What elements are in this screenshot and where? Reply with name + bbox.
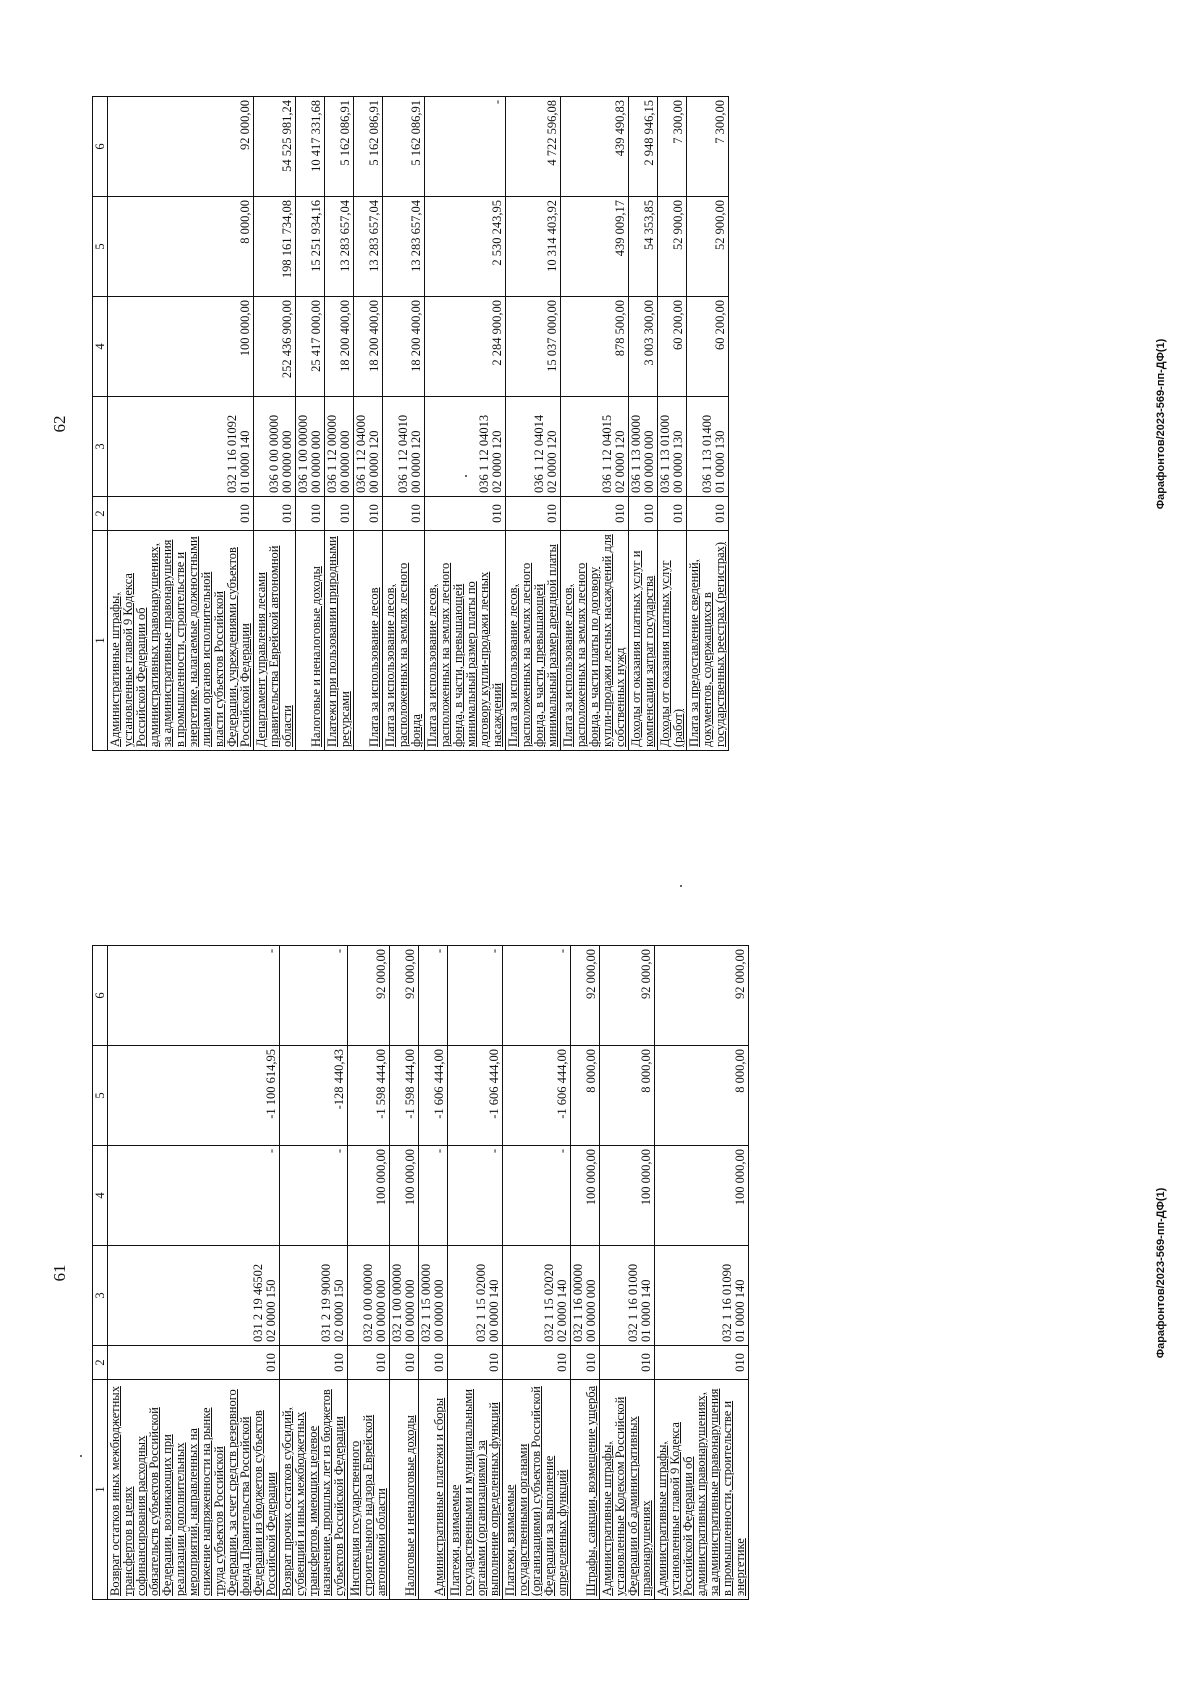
- row-budget-code: 032 1 16 01092 01 0000 140: [108, 397, 254, 497]
- column-header: 6: [93, 946, 108, 1046]
- row-budget-code: 036 1 13 01000 00 0000 130: [658, 397, 687, 497]
- row-value-col6: 7 300,00: [687, 97, 729, 197]
- row-value-col4: 100 000,00: [571, 1146, 600, 1246]
- row-value-col6: 2 948 946,15: [629, 97, 658, 197]
- table-row: [425, 97, 506, 751]
- row-name: Плата за использование лесов, расположенных на землях лесного фонда: [383, 531, 425, 751]
- column-header: 3: [93, 397, 108, 497]
- row-value-col6: -: [503, 946, 571, 1046]
- row-value-col6: 5 162 086,91: [325, 97, 354, 197]
- column-header: 2: [93, 497, 108, 531]
- row-budget-code: 032 0 00 00000 00 0000 000: [348, 1246, 390, 1346]
- row-admin-code: 010: [419, 1346, 448, 1380]
- page-62: [0, 0, 1200, 848]
- row-name: Налоговые и неналоговые доходы: [390, 1380, 419, 1600]
- row-budget-code: 032 1 15 00000 00 0000 000: [419, 1246, 448, 1346]
- table-row: [561, 97, 629, 751]
- row-value-col5: -1 606 444,00: [503, 1046, 571, 1146]
- row-name: Платежи, взимаемые государственными органами (организациями) субъектов Российской Федерации за выполнение определенных функций: [503, 1380, 571, 1600]
- row-value-col4: 60 200,00: [687, 297, 729, 397]
- table-row: [655, 946, 749, 1600]
- row-value-col5: 2 530 243,95: [425, 197, 506, 297]
- row-value-col5: 8 000,00: [571, 1046, 600, 1146]
- row-value-col4: -: [503, 1146, 571, 1246]
- row-budget-code: 032 1 00 00000 00 0000 000: [390, 1246, 419, 1346]
- table-row: [348, 946, 390, 1600]
- column-header: 2: [93, 1346, 108, 1380]
- row-admin-code: 010: [280, 1346, 348, 1380]
- row-value-col6: -: [448, 946, 503, 1046]
- row-value-col6: 92 000,00: [348, 946, 390, 1046]
- row-admin-code: 010: [108, 497, 254, 531]
- row-value-col5: 439 009,17: [561, 197, 629, 297]
- row-admin-code: 010: [448, 1346, 503, 1380]
- row-admin-code: 010: [325, 497, 354, 531]
- revenue-table-page-61: [92, 945, 749, 1600]
- page-61: [0, 849, 1200, 1697]
- row-budget-code: 032 1 16 01000 01 0000 140: [600, 1246, 655, 1346]
- row-admin-code: 010: [503, 1346, 571, 1380]
- table-row: [658, 97, 687, 751]
- row-admin-code: 010: [383, 497, 425, 531]
- row-name: Плата за использование лесов, расположенных на землях лесного фонда, в части, превышающей минимальный размер арендной платы: [506, 531, 561, 751]
- row-name: Платежи при пользовании природными ресурсами: [325, 531, 354, 751]
- row-name: Плата за использование лесов: [354, 531, 383, 751]
- table-row: [629, 97, 658, 751]
- column-header: 4: [93, 297, 108, 397]
- row-name: Плата за использование лесов, расположенных на землях лесного фонда, в части платы по договору купли-продажи лесных насаждений для собственных нужд: [561, 531, 629, 751]
- row-value-col4: 100 000,00: [390, 1146, 419, 1246]
- row-value-col6: -: [419, 946, 448, 1046]
- row-value-col5: 15 251 934,16: [296, 197, 325, 297]
- row-value-col6: 92 000,00: [571, 946, 600, 1046]
- row-value-col6: 5 162 086,91: [383, 97, 425, 197]
- row-value-col6: 5 162 086,91: [354, 97, 383, 197]
- row-admin-code: 010: [425, 497, 506, 531]
- row-budget-code: 032 1 15 02000 00 0000 140: [448, 1246, 503, 1346]
- row-value-col5: 13 283 657,04: [325, 197, 354, 297]
- row-name: Доходы от оказания платных услуг (работ): [658, 531, 687, 751]
- row-value-col6: 92 000,00: [108, 97, 254, 197]
- table-header-row: [93, 97, 108, 751]
- row-value-col5: 8 000,00: [655, 1046, 749, 1146]
- row-value-col4: -: [280, 1146, 348, 1246]
- row-budget-code: 036 1 00 00000 00 0000 000: [296, 397, 325, 497]
- column-header: 1: [93, 531, 108, 751]
- row-value-col4: 100 000,00: [348, 1146, 390, 1246]
- row-admin-code: 010: [506, 497, 561, 531]
- row-name: Налоговые и неналоговые доходы: [296, 531, 325, 751]
- row-admin-code: 010: [600, 1346, 655, 1380]
- row-admin-code: 010: [354, 497, 383, 531]
- row-value-col4: 100 000,00: [655, 1146, 749, 1246]
- row-budget-code: 031 2 19 90000 02 0000 150: [280, 1246, 348, 1346]
- row-value-col5: -1 598 444,00: [348, 1046, 390, 1146]
- column-header: 4: [93, 1146, 108, 1246]
- row-value-col5: 8 000,00: [108, 197, 254, 297]
- row-budget-code: 036 0 00 00000 00 0000 000: [254, 397, 296, 497]
- row-budget-code: 036 1 12 00000 00 0000 000: [325, 397, 354, 497]
- table-row: [390, 946, 419, 1600]
- document-footer-code: Фарафонтов/2023-569-пп-ДФ(1): [1155, 338, 1167, 510]
- row-value-col6: 7 300,00: [658, 97, 687, 197]
- row-value-col5: -1 606 444,00: [419, 1046, 448, 1146]
- row-value-col6: 4 722 596,08: [506, 97, 561, 197]
- column-header: 1: [93, 1380, 108, 1600]
- table-row: [600, 946, 655, 1600]
- table-row: [506, 97, 561, 751]
- row-value-col4: -: [419, 1146, 448, 1246]
- column-header: 5: [93, 197, 108, 297]
- row-admin-code: 010: [658, 497, 687, 531]
- row-admin-code: 010: [561, 497, 629, 531]
- row-value-col4: 2 284 900,00: [425, 297, 506, 397]
- row-budget-code: 036 1 12 04000 00 0000 120: [354, 397, 383, 497]
- row-value-col6: 92 000,00: [655, 946, 749, 1046]
- row-name: Доходы от оказания платных услуг и компенсации затрат государства: [629, 531, 658, 751]
- row-name: Административные платежи и сборы: [419, 1380, 448, 1600]
- table-row: [419, 946, 448, 1600]
- row-value-col5: 13 283 657,04: [383, 197, 425, 297]
- row-admin-code: 010: [629, 497, 658, 531]
- row-value-col4: 100 000,00: [600, 1146, 655, 1246]
- row-name: Административные штрафы, установленные главой 9 Кодекса Российской Федерации об административных правонарушениях, за административные правонарушения в промышленности, строительстве и энергетике, налагаемые должностными лицами органов исполнительной власти субъектов Российской Федерации, учреждениями субъектов Российской Федерации: [108, 531, 254, 751]
- table-row: [383, 97, 425, 751]
- column-header: 6: [93, 97, 108, 197]
- page-number: 61: [50, 1264, 69, 1282]
- document-footer-code: Фарафонтов/2023-569-пп-ДФ(1): [1155, 1187, 1167, 1359]
- row-value-col4: 25 417 000,00: [296, 297, 325, 397]
- table-row: [325, 97, 354, 751]
- table-row: [687, 97, 729, 751]
- column-header: 5: [93, 1046, 108, 1146]
- row-budget-code: 031 2 19 46502 02 0000 150: [108, 1246, 280, 1346]
- row-value-col6: 92 000,00: [390, 946, 419, 1046]
- row-value-col5: -1 100 614,95: [108, 1046, 280, 1146]
- row-admin-code: 010: [571, 1346, 600, 1380]
- row-value-col5: 10 314 403,92: [506, 197, 561, 297]
- table-row: [108, 946, 280, 1600]
- row-budget-code: 036 1 12 04015 02 0000 120: [561, 397, 629, 497]
- table-row: [280, 946, 348, 1600]
- page-61-rotated-content: [0, 849, 1200, 1697]
- page-number: 62: [50, 415, 69, 433]
- row-value-col5: -128 440,43: [280, 1046, 348, 1146]
- row-value-col5: 52 900,00: [658, 197, 687, 297]
- row-budget-code: 036 1 12 04013 02 0000 120: [425, 397, 506, 497]
- row-value-col6: -: [280, 946, 348, 1046]
- row-value-col4: -: [448, 1146, 503, 1246]
- row-budget-code: 036 1 12 04014 02 0000 120: [506, 397, 561, 497]
- row-value-col6: 10 417 331,68: [296, 97, 325, 197]
- row-value-col5: -1 598 444,00: [390, 1046, 419, 1146]
- row-budget-code: 036 1 13 00000 00 0000 000: [629, 397, 658, 497]
- row-value-col5: 198 161 734,08: [254, 197, 296, 297]
- row-value-col5: 8 000,00: [600, 1046, 655, 1146]
- row-name: Административные штрафы, установленные Кодексом Российской Федерации об административных правонарушениях: [600, 1380, 655, 1600]
- row-value-col5: 54 353,85: [629, 197, 658, 297]
- row-value-col6: -: [425, 97, 506, 197]
- row-name: Инспекция государственного строительного надзора Еврейской автономной области: [348, 1380, 390, 1600]
- row-value-col4: 252 436 900,00: [254, 297, 296, 397]
- row-budget-code: 036 1 13 01400 01 0000 130: [687, 397, 729, 497]
- row-value-col4: 878 500,00: [561, 297, 629, 397]
- page-62-rotated-content: [0, 0, 1200, 848]
- row-name: Платежи, взимаемые государственными и муниципальными органами (организациями) за выполнение определенных функций: [448, 1380, 503, 1600]
- row-value-col6: 54 525 981,24: [254, 97, 296, 197]
- row-value-col4: 18 200 400,00: [325, 297, 354, 397]
- row-value-col6: 439 490,83: [561, 97, 629, 197]
- row-value-col5: 13 283 657,04: [354, 197, 383, 297]
- row-value-col5: -1 606 444,00: [448, 1046, 503, 1146]
- row-budget-code: 036 1 12 04010 00 0000 120: [383, 397, 425, 497]
- table-row: [448, 946, 503, 1600]
- row-budget-code: 032 1 16 01090 01 0000 140: [655, 1246, 749, 1346]
- scan-speck: [680, 885, 682, 887]
- row-admin-code: 010: [348, 1346, 390, 1380]
- row-name: Плата за предоставление сведений, документов, содержащихся в государственных реестрах (регистрах): [687, 531, 729, 751]
- row-name: Департамент управления лесами правительства Еврейской автономной области: [254, 531, 296, 751]
- row-value-col4: 18 200 400,00: [354, 297, 383, 397]
- column-header: 3: [93, 1246, 108, 1346]
- table-header-row: [93, 946, 108, 1600]
- table-row: [503, 946, 571, 1600]
- row-budget-code: 032 1 16 00000 00 0000 000: [571, 1246, 600, 1346]
- row-admin-code: 010: [390, 1346, 419, 1380]
- row-admin-code: 010: [108, 1346, 280, 1380]
- table-row: [571, 946, 600, 1600]
- row-value-col6: 92 000,00: [600, 946, 655, 1046]
- row-name: Плата за использование лесов, расположенных на землях лесного фонда, в части, превышающей минимальный размер платы по договору купли-продажи лесных насаждений: [425, 531, 506, 751]
- scan-speck: [80, 1455, 82, 1457]
- row-value-col4: -: [108, 1146, 280, 1246]
- table-row: [296, 97, 325, 751]
- revenue-table-page-62: [92, 96, 729, 751]
- row-value-col5: 52 900,00: [687, 197, 729, 297]
- row-value-col4: 3 003 300,00: [629, 297, 658, 397]
- table-row: [354, 97, 383, 751]
- table-row: [108, 97, 254, 751]
- scan-speck: [465, 475, 467, 477]
- row-value-col4: 18 200 400,00: [383, 297, 425, 397]
- row-name: Возврат прочих остатков субсидий, субвенций и иных межбюджетных трансфертов, имеющих целевое назначение, прошлых лет из бюджетов субъектов Российской Федерации: [280, 1380, 348, 1600]
- row-name: Штрафы, санкции, возмещение ущерба: [571, 1380, 600, 1600]
- row-value-col6: -: [108, 946, 280, 1046]
- row-budget-code: 032 1 15 02020 02 0000 140: [503, 1246, 571, 1346]
- row-admin-code: 010: [687, 497, 729, 531]
- row-value-col4: 60 200,00: [658, 297, 687, 397]
- row-name: Административные штрафы, установленные главой 9 Кодекса Российской Федерации об административных правонарушениях, за административные правонарушения в промышленности, строительстве и энергетике: [655, 1380, 749, 1600]
- row-value-col4: 100 000,00: [108, 297, 254, 397]
- table-row: [254, 97, 296, 751]
- row-admin-code: 010: [296, 497, 325, 531]
- row-value-col4: 15 037 000,00: [506, 297, 561, 397]
- row-admin-code: 010: [655, 1346, 749, 1380]
- row-admin-code: 010: [254, 497, 296, 531]
- row-name: Возврат остатков иных межбюджетных трансфертов в целях софинансирования расходных обязательств субъектов Российской Федерации, возникающих при реализации дополнительных мероприятий, направленных на снижение напряженности на рынке труда субъектов Российской Федерации, за счет средств резервного фонда Правительства Российской Федерации из бюджетов субъектов Российской Федерации: [108, 1380, 280, 1600]
